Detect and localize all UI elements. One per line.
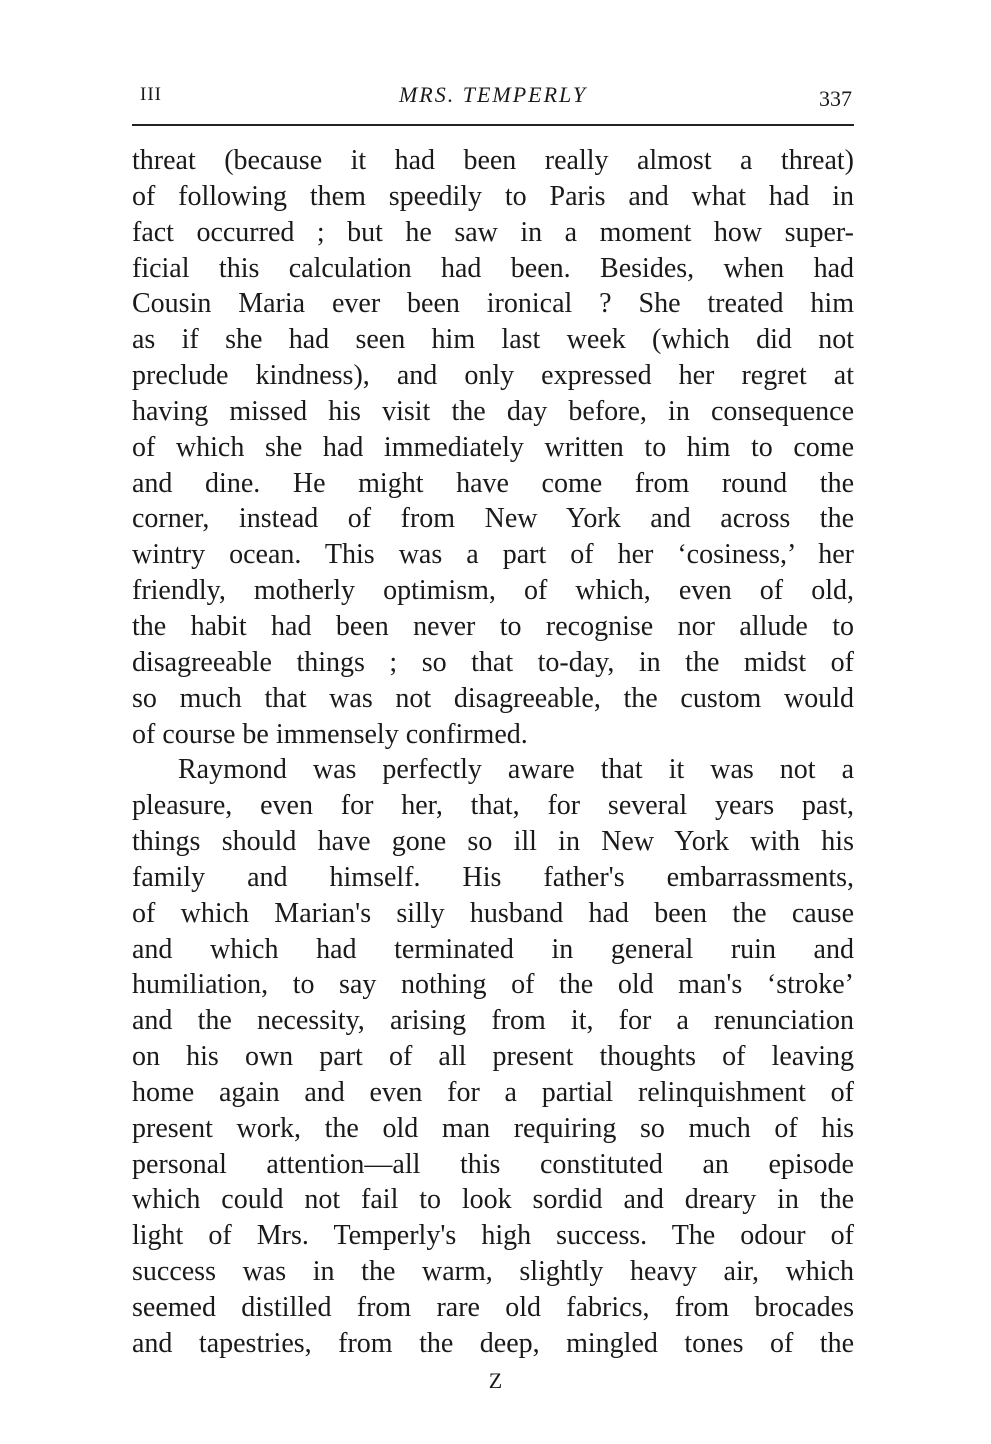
text-line: home again and even for a partial relinquishment of	[132, 1076, 854, 1108]
text-line: ficial this calculation had been. Besides, when had	[132, 252, 854, 284]
signature-mark: Z	[488, 1368, 503, 1393]
chapter-number: III	[140, 84, 162, 105]
text-line: family and himself. His father's embarrassments,	[132, 861, 854, 893]
text-line: corner, instead of from New York and across the	[132, 503, 854, 535]
text-line: and dine. He might have come from round the	[132, 467, 854, 499]
text-line: Cousin Maria ever been ironical ? She treated him	[132, 288, 854, 320]
text-line: of which Marian's silly husband had been the cause	[132, 897, 854, 929]
text-line: success was in the warm, slightly heavy air, which	[132, 1256, 854, 1288]
text-line: the habit had been never to recognise nor allude to	[132, 610, 854, 642]
text-line: which could not fail to look sordid and dreary in the	[132, 1184, 854, 1216]
body-text	[132, 143, 854, 1362]
text-line: friendly, motherly optimism, of which, even of old,	[132, 575, 854, 607]
running-head	[132, 78, 854, 112]
text-line: present work, the old man requiring so much of his	[132, 1112, 854, 1144]
text-line: fact occurred ; but he saw in a moment how super-	[132, 216, 854, 248]
header-rule	[132, 124, 854, 126]
text-line: so much that was not disagreeable, the custom would	[132, 682, 854, 714]
paragraph-start-line: Raymond was perfectly aware that it was not a	[178, 754, 854, 786]
running-title: MRS. TEMPERLY	[398, 82, 588, 107]
text-line: as if she had seen him last week (which did not	[132, 324, 854, 356]
text-line: personal attention—all this constituted an episode	[132, 1148, 854, 1180]
text-line: humiliation, to say nothing of the old man's ‘stroke’	[132, 969, 854, 1001]
paragraph-end-line: of course be immensely confirmed.	[132, 718, 528, 750]
text-line: of following them speedily to Paris and what had in	[132, 180, 854, 212]
text-line: disagreeable things ; so that to-day, in the midst of	[132, 646, 854, 678]
text-line: seemed distilled from rare old fabrics, from brocades	[132, 1292, 854, 1323]
text-line: and the necessity, arising from it, for a renunciation	[132, 1005, 854, 1037]
text-line: wintry ocean. This was a part of her ‘cosiness,’ her	[132, 539, 854, 571]
text-line: threat (because it had been really almost a threat)	[132, 145, 854, 176]
text-line: of which she had immediately written to him to come	[132, 431, 854, 463]
text-line: having missed his visit the day before, in consequence	[132, 395, 854, 427]
text-line: preclude kindness), and only expressed her regret at	[132, 360, 854, 392]
text-line: light of Mrs. Temperly's high success. The odour of	[132, 1220, 854, 1252]
text-line: pleasure, even for her, that, for several years past,	[132, 790, 854, 822]
text-line: and tapestries, from the deep, mingled tones of the	[132, 1327, 854, 1359]
text-line: and which had terminated in general ruin and	[132, 933, 854, 965]
text-line: things should have gone so ill in New York with his	[132, 826, 854, 858]
page-number: 337	[819, 86, 852, 111]
text-line: on his own part of all present thoughts of leaving	[132, 1041, 854, 1073]
